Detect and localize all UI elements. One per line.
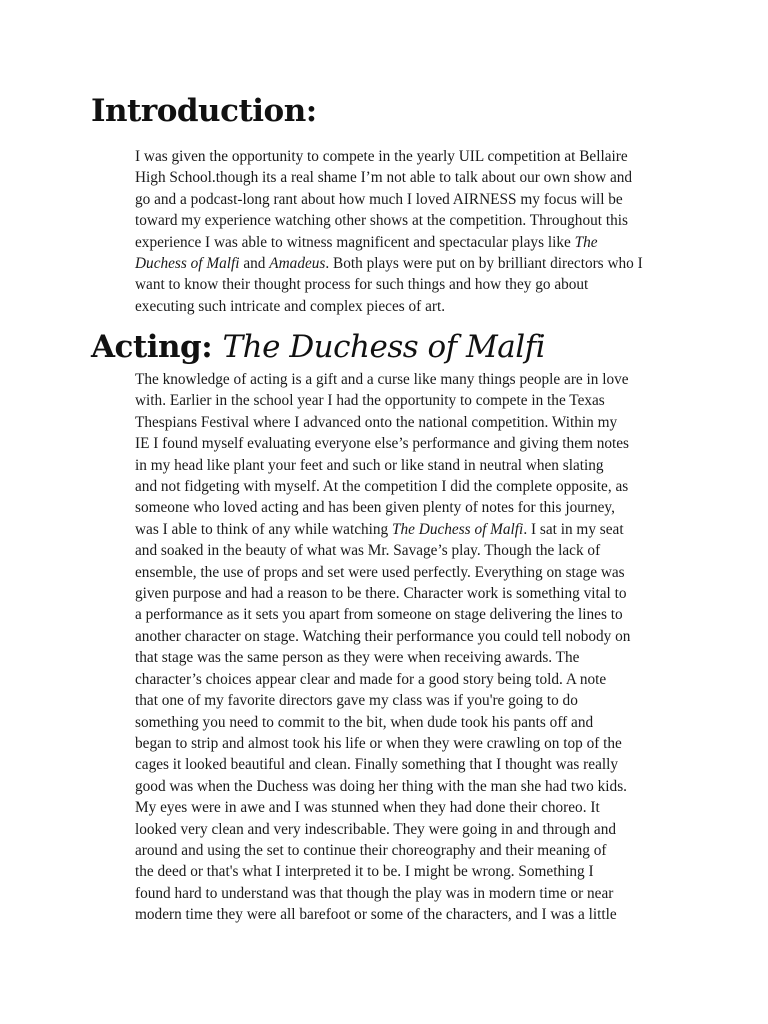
acting-line: IE I found myself evaluating everyone else’s performance and giving them notes <box>135 435 630 453</box>
intro-line: I was given the opportunity to compete in the yearly UIL competition at Bellaire <box>135 148 628 165</box>
introduction-paragraph <box>135 146 680 317</box>
acting-line: someone who loved acting and has been given plenty of notes for this journey, <box>135 499 615 517</box>
acting-line <box>135 519 680 540</box>
play-title-duchess: The Duchess of Malfi <box>392 520 524 538</box>
acting-line: found hard to understand was that though the play was in modern time or near <box>135 884 614 902</box>
intro-line-text: and <box>239 255 270 273</box>
intro-line-text: experience I was able to witness magnificent and spectacular plays like <box>135 233 575 251</box>
acting-line: with. Earlier in the school year I had the opportunity to compete in the Texas <box>135 392 605 410</box>
acting-line: looked very clean and very indescribable. They were going in and through and <box>135 820 616 838</box>
play-title-duchess: The <box>574 233 598 251</box>
acting-paragraph <box>135 369 680 926</box>
acting-line: in my head like plant your feet and such or like stand in neutral when slating <box>135 456 604 474</box>
acting-line: and soaked in the beauty of what was Mr. Savage’s play. Though the lack of <box>135 542 601 560</box>
acting-line: modern time they were all barefoot or some of the characters, and I was a little <box>135 906 617 924</box>
acting-line: another character on stage. Watching their performance you could tell nobody on <box>135 627 631 645</box>
acting-line: My eyes were in awe and I was stunned when they had done their choreo. It <box>135 799 600 817</box>
intro-line: go and a podcast-long rant about how much I loved AIRNESS my focus will be <box>135 190 623 208</box>
play-title-amadeus: Amadeus <box>269 255 326 273</box>
acting-line: character’s choices appear clear and made for a good story being told. A note <box>135 670 607 688</box>
acting-line: given purpose and had a reason to be there. Character work is something vital to <box>135 585 627 603</box>
acting-line: that one of my favorite directors gave my class was if you're going to do <box>135 692 578 710</box>
intro-line <box>135 232 680 253</box>
acting-line: The knowledge of acting is a gift and a curse like many things people are in love <box>135 371 629 388</box>
acting-line: good was when the Duchess was doing her thing with the man she had two kids. <box>135 777 627 795</box>
acting-line: the deed or that's what I interpreted it to be. I might be wrong. Something I <box>135 863 594 881</box>
acting-line: began to strip and almost took his life or when they were crawling on top of the <box>135 734 622 752</box>
acting-line: ensemble, the use of props and set were used perfectly. Everything on stage was <box>135 563 625 581</box>
acting-line: something you need to commit to the bit, when dude took his pants off and <box>135 713 594 731</box>
acting-line: and not fidgeting with myself. At the competition I did the complete opposite, as <box>135 478 629 496</box>
acting-line: around and using the set to continue their choreography and their meaning of <box>135 841 607 859</box>
acting-line-text: was I able to think of any while watching <box>135 520 393 538</box>
acting-line: that stage was the same person as they were when receiving awards. The <box>135 649 580 667</box>
acting-heading-prefix: Acting: <box>91 329 223 365</box>
acting-line-text: . I sat in my seat <box>523 520 624 538</box>
intro-line <box>135 253 680 274</box>
intro-line-text: . Both plays were put on by brilliant directors who I <box>325 255 643 273</box>
acting-heading <box>91 328 545 366</box>
acting-line: Thespians Festival where I advanced onto the national competition. Within my <box>135 413 618 431</box>
acting-line: a performance as it sets you apart from someone on stage delivering the lines to <box>135 606 623 624</box>
intro-line: executing such intricate and complex pieces of art. <box>135 297 446 315</box>
introduction-heading: Introduction: <box>91 93 317 129</box>
intro-line: High School.though its a real shame I’m not able to talk about our own show and <box>135 169 633 187</box>
acting-line: cages it looked beautiful and clean. Finally something that I thought was really <box>135 756 619 774</box>
intro-line: toward my experience watching other shows at the competition. Throughout this <box>135 212 628 230</box>
play-title-duchess: Duchess of Malfi <box>135 255 240 273</box>
acting-heading-title: The Duchess of Malfi <box>222 329 546 365</box>
intro-line: want to know their thought process for such things and how they go about <box>135 276 589 294</box>
